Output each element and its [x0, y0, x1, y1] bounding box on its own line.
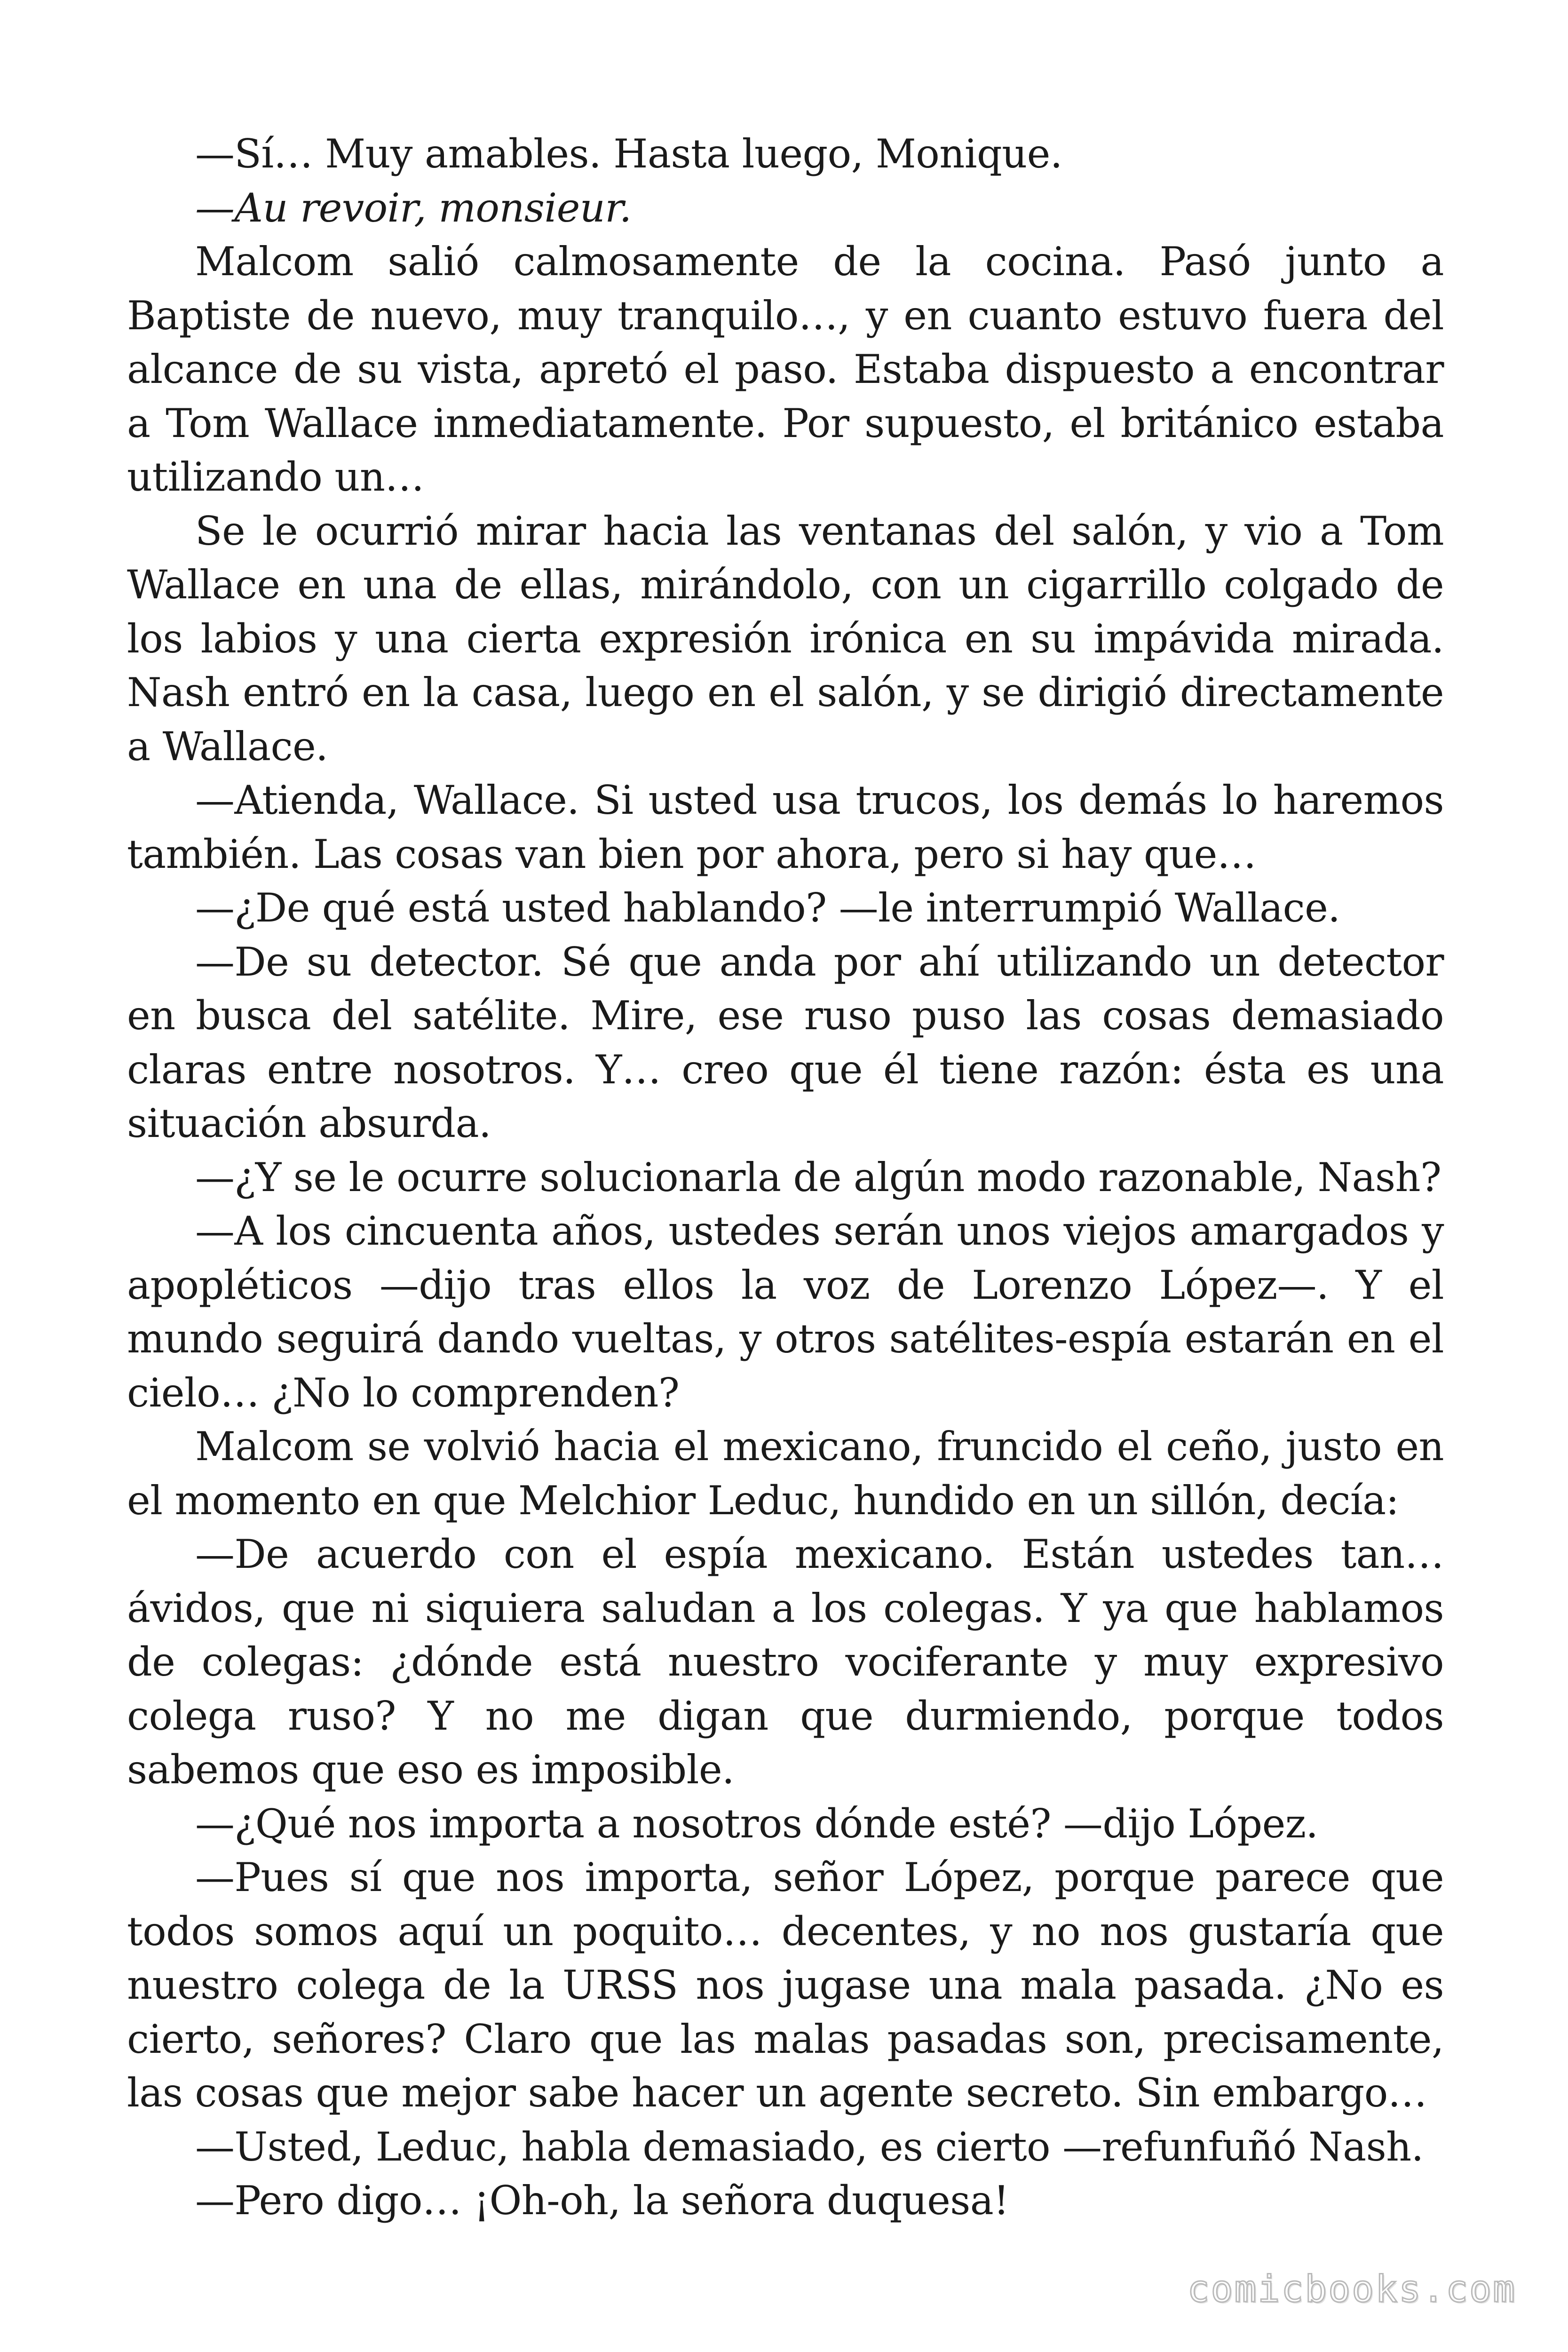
paragraph-2: —Au revoir, monsieur. — [195, 184, 632, 231]
paragraph-15: —Pero digo… ¡Oh-oh, la señora duquesa! — [195, 2177, 1009, 2224]
paragraph-12: —¿Qué nos importa a nosotros dónde esté? —dijo López. — [195, 1800, 1318, 1847]
paragraph-7: —De su detector. Sé que anda por ahí utilizando un detector en busca del satélite. Mire, ese ruso puso las cosas demasiado claras entre nosotros. Y… creo que él tiene razón: ésta es una situación absurda. — [127, 938, 1444, 1146]
paragraph-8: —¿Y se le ocurre solucionarla de algún modo razonable, Nash? — [195, 1154, 1441, 1200]
paragraph-9: —A los cincuenta años, ustedes serán unos viejos amargados y apopléticos —dijo tras ellos la voz de Lorenzo López—. Y el mundo seguirá dando vueltas, y otros satélites-espía estarán en el cielo… ¿No lo comprenden? — [127, 1208, 1444, 1416]
page-body-text — [127, 127, 1444, 2228]
paragraph-6: —¿De qué está usted hablando? —le interrumpió Wallace. — [195, 885, 1340, 931]
paragraph-4: Se le ocurrió mirar hacia las ventanas del salón, y vio a Tom Wallace en una de ellas, mirándolo, con un cigarrillo colgado de los labios y una cierta expresión irónica en su impávida mirada. Nash entró en la casa, luego en el salón, y se dirigió directamente a Wallace. — [127, 508, 1444, 770]
paragraph-13: —Pues sí que nos importa, señor López, porque parece que todos somos aquí un poquito… decentes, y no nos gustaría que nuestro colega de la URSS nos jugase una mala pasada. ¿No es cierto, señores? Claro que las malas pasadas son, precisamente, las cosas que mejor sabe hacer un agente secreto. Sin embargo… — [127, 1854, 1444, 2116]
watermark: comicbooks.com — [1187, 2268, 1516, 2311]
paragraph-1: —Sí… Muy amables. Hasta luego, Monique. — [195, 131, 1062, 177]
paragraph-3: Malcom salió calmosamente de la cocina. Pasó junto a Baptiste de nuevo, muy tranquilo…, y en cuanto estuvo fuera del alcance de su vista, apretó el paso. Estaba dispuesto a encontrar a Tom Wallace inmediatamente. Por supuesto, el británico estaba utilizando un… — [127, 238, 1444, 500]
paragraph-11: —De acuerdo con el espía mexicano. Están ustedes tan… ávidos, que ni siquiera saludan a los colegas. Y ya que hablamos de colegas: ¿dónde está nuestro vociferante y muy expresivo colega ruso? Y no me digan que durmiendo, porque todos sabemos que eso es imposible. — [127, 1531, 1444, 1793]
paragraph-5: —Atienda, Wallace. Si usted usa trucos, los demás lo haremos también. Las cosas van bien por ahora, pero si hay que… — [127, 777, 1444, 877]
paragraph-14: —Usted, Leduc, habla demasiado, es cierto —refunfuñó Nash. — [195, 2123, 1424, 2170]
paragraph-10: Malcom se volvió hacia el mexicano, fruncido el ceño, justo en el momento en que Melchior Leduc, hundido en un sillón, decía: — [127, 1423, 1444, 1524]
